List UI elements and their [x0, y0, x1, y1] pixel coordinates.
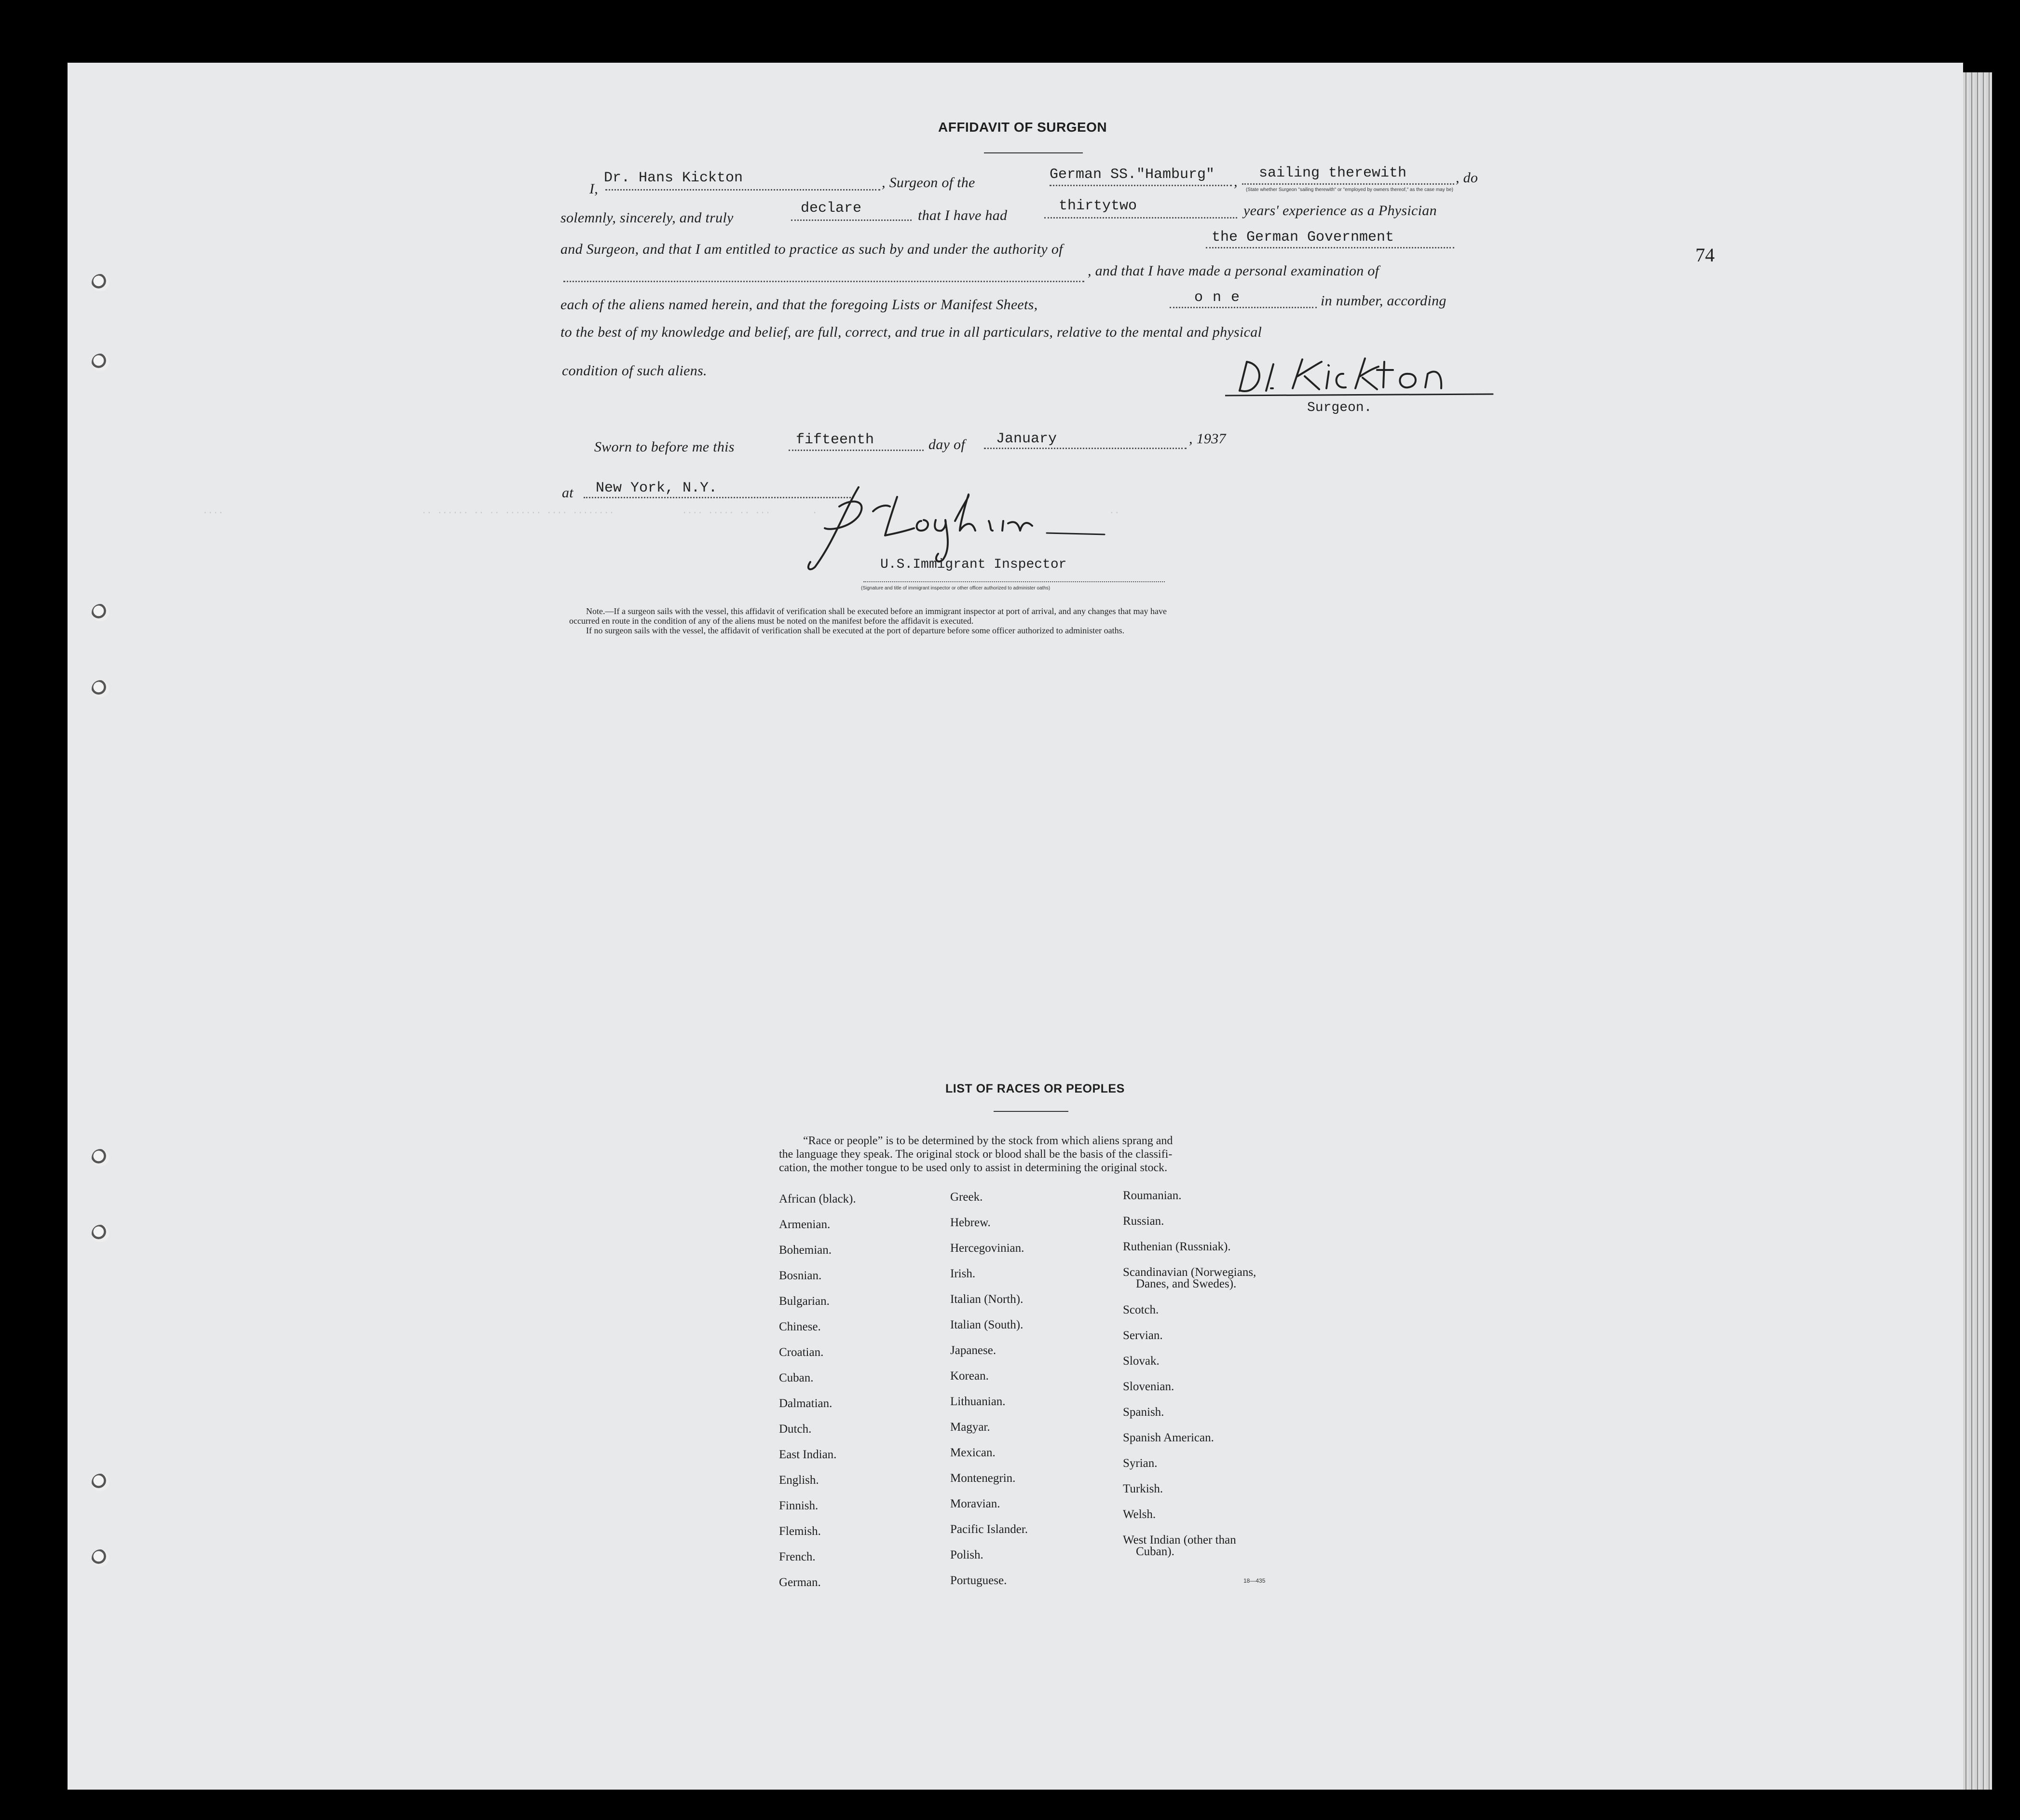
sailing-status-field: sailing therewith	[1259, 165, 1407, 181]
punch-hole	[92, 1474, 109, 1491]
race-item: Dutch.	[779, 1423, 812, 1436]
form-code: 18—435	[1243, 1577, 1266, 1584]
race-item: Irish.	[950, 1267, 976, 1280]
race-item: Moravian.	[950, 1497, 1000, 1510]
affidavit-text-i: I,	[589, 181, 599, 197]
race-item: Portuguese.	[950, 1574, 1007, 1587]
race-item: Spanish American.	[1123, 1431, 1214, 1444]
race-item: English.	[779, 1474, 819, 1487]
race-item: Dalmatian.	[779, 1397, 833, 1410]
years-field: thirtytwo	[1059, 198, 1137, 214]
sailing-status-caption: (State whether Surgeon "sailing therewith" or "employed by owners thereof," as the case may be)	[1246, 187, 1453, 192]
race-item: Roumanian.	[1123, 1189, 1182, 1202]
affidavit-text-best-knowledge: to the best of my knowledge and belief, are full, correct, and true in all particulars, relative to the mental and physical	[560, 324, 1262, 340]
races-intro-line3: cation, the mother tongue to be used only to assist in determining the original stock.	[779, 1162, 1168, 1174]
surgeon-name-field: Dr. Hans Kickton	[604, 170, 743, 186]
day-field: fifteenth	[796, 432, 874, 448]
race-item: Pacific Islander.	[950, 1523, 1028, 1536]
race-item: Chinese.	[779, 1320, 821, 1333]
dotted-line	[791, 219, 912, 221]
race-item: Lithuanian.	[950, 1395, 1006, 1408]
race-item: Danes, and Swedes).	[1136, 1277, 1237, 1290]
race-item: African (black).	[779, 1192, 856, 1205]
race-item: Russian.	[1123, 1215, 1164, 1228]
race-item: Spanish.	[1123, 1406, 1164, 1419]
month-field: January	[996, 431, 1057, 447]
race-item: German.	[779, 1576, 821, 1589]
race-item: Turkish.	[1123, 1482, 1163, 1495]
affidavit-text-day-of: day of	[928, 437, 965, 452]
bleed-through-text: .... .. ...... .. .. ....... .... ........ .... ..... .. ... . ..	[203, 506, 1120, 516]
year-field: , 1937	[1189, 431, 1226, 447]
page-stack-edges	[1963, 72, 1992, 1790]
dotted-line	[563, 281, 1084, 282]
punch-hole	[92, 1225, 109, 1242]
race-item: East Indian.	[779, 1448, 837, 1461]
race-item: Polish.	[950, 1548, 983, 1561]
dotted-line	[1044, 217, 1237, 219]
affidavit-text-solemnly: solemnly, sincerely, and truly	[560, 210, 734, 226]
races-intro-line1: “Race or people” is to be determined by the stock from which aliens sprang and	[803, 1135, 1173, 1147]
race-item: Welsh.	[1123, 1508, 1156, 1521]
affidavit-text-years-exp: years' experience as a Physician	[1243, 203, 1437, 219]
page-number: 74	[1695, 244, 1715, 266]
affidavit-text-condition: condition of such aliens.	[562, 363, 707, 379]
race-item: Armenian.	[779, 1218, 831, 1231]
race-item: Greek.	[950, 1191, 983, 1204]
affidavit-text-and-surgeon: and Surgeon, and that I am entitled to practice as such by and under the authority of	[560, 241, 1063, 257]
race-item: Hebrew.	[950, 1216, 991, 1229]
dotted-line	[1050, 185, 1232, 186]
race-item: West Indian (other than	[1123, 1533, 1236, 1546]
race-item: Magyar.	[950, 1421, 990, 1434]
dotted-line	[789, 450, 924, 451]
race-item: Slovak.	[1123, 1355, 1160, 1368]
authority-field: the German Government	[1212, 229, 1394, 246]
race-item: Mexican.	[950, 1446, 996, 1459]
affidavit-text-that-had: that I have had	[918, 207, 1008, 223]
punch-hole	[92, 680, 109, 698]
race-item: Bulgarian.	[779, 1295, 830, 1308]
affidavit-text-in-number: in number, according	[1321, 293, 1447, 309]
race-item: Ruthenian (Russniak).	[1123, 1240, 1231, 1253]
ship-name-field: German SS."Hamburg"	[1050, 166, 1215, 183]
dotted-line	[1206, 247, 1454, 248]
affidavit-text-at: at	[562, 485, 573, 501]
race-item: Montenegrin.	[950, 1472, 1016, 1485]
surgeon-signature	[1225, 355, 1495, 398]
races-title: LIST OF RACES OR PEOPLES	[945, 1082, 1125, 1095]
affidavit-text-comma: ,	[1234, 174, 1238, 190]
inspector-caption: (Signature and title of immigrant inspector or other officer authorized to administer oaths)	[861, 586, 1051, 591]
races-intro-line2: the language they speak. The original stock or blood shall be the basis of the classifi-	[779, 1148, 1173, 1161]
punch-hole	[92, 354, 109, 371]
punch-hole	[92, 274, 109, 291]
race-item: Italian (North).	[950, 1293, 1024, 1306]
sheets-field: one	[1194, 289, 1250, 306]
races-title-rule	[994, 1111, 1068, 1112]
affidavit-note-line2: occurred en route in the condition of any of the aliens must be noted on the manifest before the affidavit is executed.	[569, 616, 974, 626]
race-item: Flemish.	[779, 1525, 821, 1538]
race-item: Scandinavian (Norwegians,	[1123, 1266, 1256, 1279]
race-item: Slovenian.	[1123, 1380, 1174, 1393]
race-item: French.	[779, 1550, 816, 1563]
surgeon-caption: Surgeon.	[1307, 400, 1372, 415]
affidavit-title: AFFIDAVIT OF SURGEON	[938, 120, 1107, 135]
dotted-line	[1242, 183, 1454, 185]
affidavit-note-line3: If no surgeon sails with the vessel, the affidavit of verification shall be executed at the port of departure before some officer authorized to administer oaths.	[586, 626, 1125, 635]
race-item: Hercegovinian.	[950, 1242, 1024, 1255]
race-item: Scotch.	[1123, 1303, 1159, 1316]
place-field: New York, N.Y.	[596, 480, 718, 496]
affidavit-note-line1: Note.—If a surgeon sails with the vessel, this affidavit of verification shall be executed before an immigrant inspector at port of arrival, and any changes that may have	[586, 606, 1167, 616]
dotted-line	[984, 448, 1187, 449]
race-item: Finnish.	[779, 1499, 819, 1512]
race-item: Japanese.	[950, 1344, 996, 1357]
dotted-line	[1170, 307, 1317, 308]
punch-hole	[92, 1149, 109, 1166]
race-item: Croatian.	[779, 1346, 824, 1359]
race-item: Korean.	[950, 1369, 989, 1382]
affidavit-text-sworn: Sworn to before me this	[594, 439, 735, 455]
affidavit-text-each-alien: each of the aliens named herein, and that the foregoing Lists or Manifest Sheets,	[560, 297, 1038, 313]
declare-field: declare	[801, 200, 862, 217]
race-item: Cuban.	[779, 1371, 814, 1384]
affidavit-text-do: , do	[1456, 170, 1478, 186]
affidavit-text-personal-exam: , and that I have made a personal examination of	[1088, 263, 1379, 279]
race-item: Italian (South).	[950, 1318, 1024, 1331]
punch-hole	[92, 604, 109, 621]
race-item: Servian.	[1123, 1329, 1163, 1342]
dotted-line	[863, 581, 1165, 582]
race-item: Bohemian.	[779, 1244, 832, 1257]
title-rule	[984, 152, 1083, 153]
affidavit-text-surgeon-of: , Surgeon of the	[882, 175, 975, 191]
inspector-title: U.S.Immigrant Inspector	[880, 557, 1067, 572]
race-item: Cuban).	[1136, 1545, 1174, 1558]
punch-hole	[92, 1549, 109, 1567]
race-item: Bosnian.	[779, 1269, 822, 1282]
race-item: Syrian.	[1123, 1457, 1158, 1470]
dotted-line	[605, 189, 880, 191]
